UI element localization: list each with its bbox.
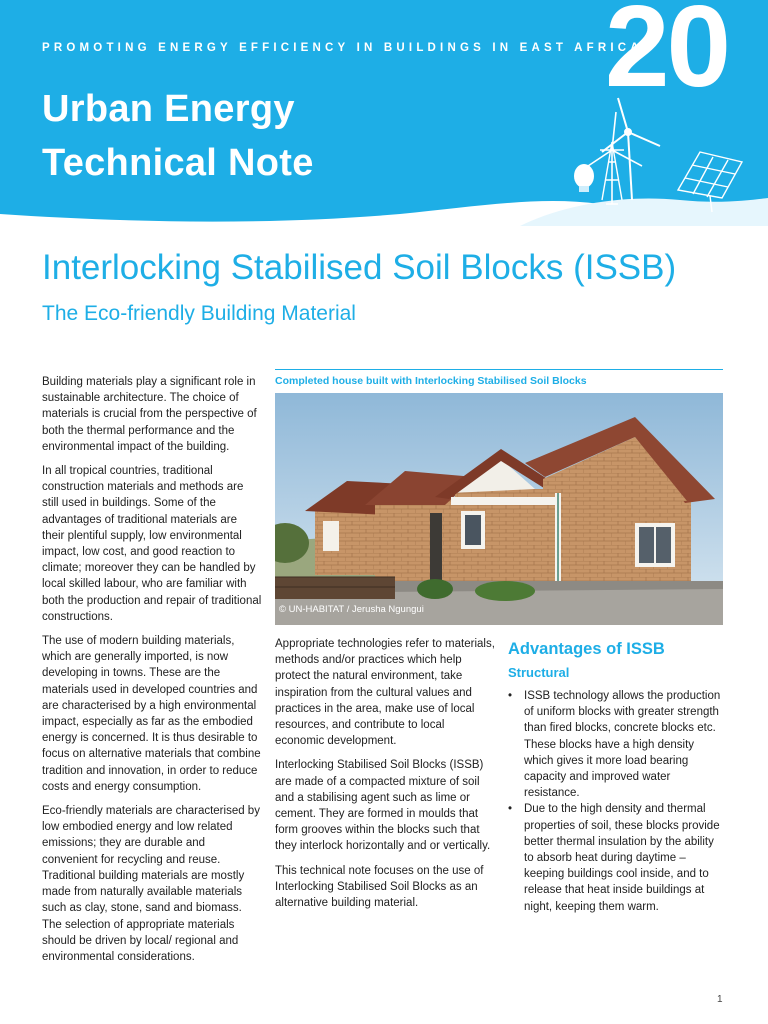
advantages-section (508, 640, 723, 915)
page-number: 1 (717, 994, 723, 1005)
wind-turbine-icon (582, 112, 642, 204)
body-paragraph: Building materials play a significant role in sustainable architecture. The choice of materials is crucial from the perspective of both the thermal performance and the environmental impact of the building. (42, 376, 257, 453)
list-item (508, 801, 723, 914)
section-subheading: Structural (508, 665, 570, 680)
figure-rule (275, 369, 723, 370)
figure-caption: Completed house built with Interlocking Stabilised Soil Blocks (275, 375, 587, 387)
body-paragraph: The use of modern building materials, which are generally imported, is now developing in towns. These are the materials used in developed countries and are characterised by a high environmental impact, especially as far as the embodied energy is concerned. It is thus desirable to focus on alternative materials that combine tradition and innovation, in order to reduce costs and energy consumption. (42, 635, 261, 793)
list-item-text: Due to the high density and thermal properties of soil, these blocks provide better thermal insulation by the ability to absorb heat during daytime – keeping buildings cool inside, and to release that heat inside buildings at night, keeping them warm. (524, 803, 720, 913)
left-column (42, 374, 262, 973)
header-kicker: PROMOTING ENERGY EFFICIENCY IN BUILDINGS IN EAST AFRICA (42, 42, 643, 54)
body-paragraph: Appropriate technologies refer to materials, methods and/or practices which help protect the natural environment, take inspiration from the cultural values and practices in the area, make use of local resources, and contribute to local economic development. (275, 638, 495, 748)
list-item (508, 688, 723, 801)
section-heading: Advantages of ISSB (508, 640, 665, 658)
issue-number: 20 (605, 0, 729, 111)
house-photo (275, 393, 723, 625)
middle-column (275, 636, 495, 919)
series-title-line1: Urban Energy (42, 88, 295, 130)
header-banner (0, 0, 768, 226)
body-paragraph: This technical note focuses on the use of Interlocking Stabilised Soil Blocks as an alternative building material. (275, 864, 484, 910)
advantages-list (508, 688, 723, 915)
document-title: Interlocking Stabilised Soil Blocks (ISSB) (42, 248, 677, 287)
list-item-text: ISSB technology allows the production of uniform blocks with greater strength than fired blocks, concrete blocks etc. These blocks have a high density which gives it more load bearing capacity and improved water resistance. (524, 690, 721, 800)
energy-bulb-icon (574, 164, 594, 192)
series-title-line2: Technical Note (42, 142, 314, 184)
photo-credit: © UN-HABITAT / Jerusha Ngungui (279, 604, 424, 615)
document-subtitle: The Eco-friendly Building Material (42, 302, 356, 325)
body-paragraph: Interlocking Stabilised Soil Blocks (ISSB) are made of a compacted mixture of soil and a stabilising agent such as lime or cement. They are formed in moulds that form grooves within the blocks such that they interlock horizontally and or vertically. (275, 759, 491, 853)
body-paragraph: Eco-friendly materials are characterised by low embodied energy and low related emissions; they are durable and convenient for recycling and reuse. Traditional building materials are mostly made from naturally available materials such as clay, stone, sand and biomass. The selection of appropriate materials should be driven by local/ regional and environmental considerations. (42, 805, 260, 963)
body-paragraph: In all tropical countries, traditional construction materials and methods are still used in buildings. Some of the advantages of traditional materials are their plentiful supply, low environmental impact, low cost, and good reaction to climate; moreover they can be handled by local skilled labour, who are familiar with both the production and repair of traditional constructions. (42, 465, 262, 623)
bullet-icon: • (508, 690, 513, 702)
bullet-icon: • (508, 803, 513, 816)
